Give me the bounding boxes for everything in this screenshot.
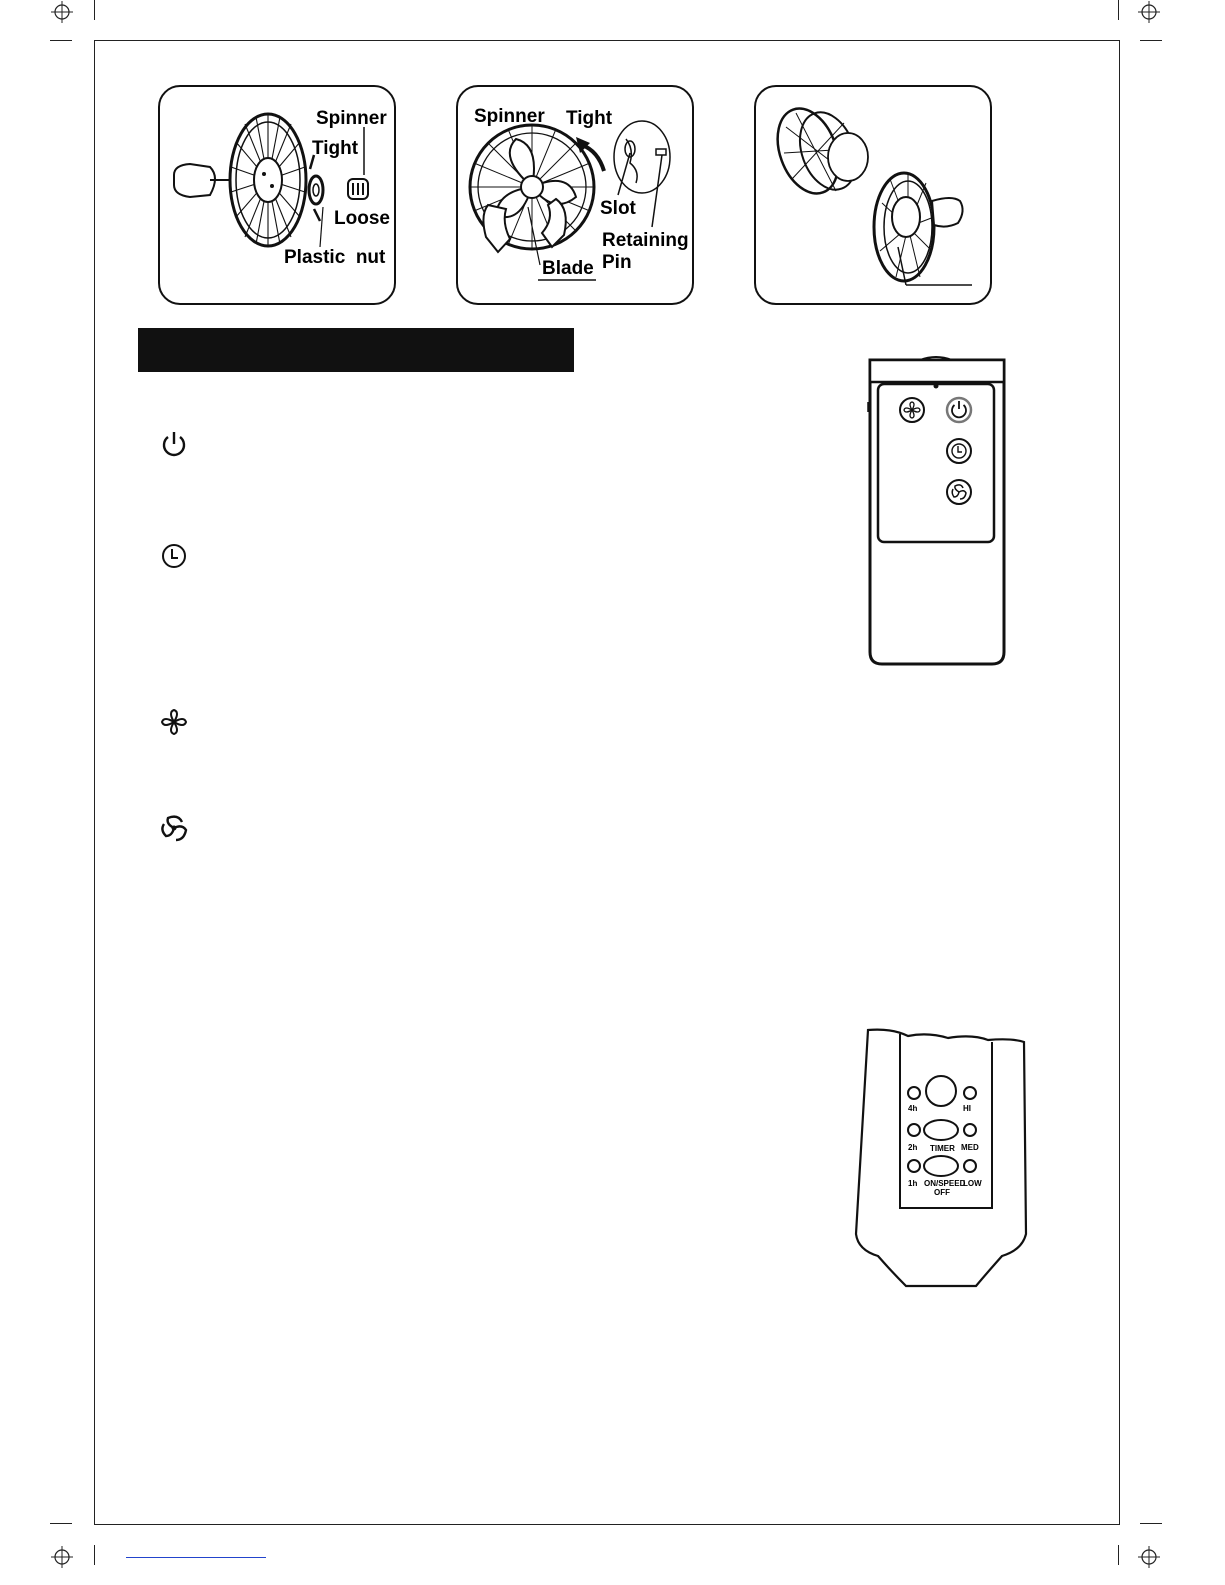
figure-panel-fan-head bbox=[754, 85, 992, 305]
label-retaining: Retaining bbox=[602, 230, 689, 251]
label-plastic-nut: Plastic nut bbox=[284, 247, 386, 268]
label-2h: 2h bbox=[908, 1143, 918, 1152]
remote-swirl-button[interactable] bbox=[945, 478, 973, 506]
crop-mark bbox=[1118, 0, 1119, 20]
registration-mark-icon bbox=[1138, 1, 1160, 23]
crop-mark bbox=[1140, 40, 1162, 41]
remote-fan-speed-button[interactable] bbox=[898, 396, 926, 424]
label-1h: 1h bbox=[908, 1179, 918, 1188]
label-off: OFF bbox=[934, 1188, 950, 1197]
registration-mark-icon bbox=[1138, 1546, 1160, 1568]
label-spinner: Spinner bbox=[316, 108, 387, 129]
timer-icon bbox=[158, 540, 190, 572]
label-loose: Loose bbox=[334, 208, 390, 229]
label-med: MED bbox=[961, 1143, 979, 1152]
footer-link[interactable] bbox=[126, 1556, 266, 1558]
crop-mark bbox=[1140, 1523, 1162, 1524]
figure-panel-spinner-removal bbox=[158, 85, 396, 305]
fan-speed-icon bbox=[158, 706, 190, 738]
label-timer: TIMER bbox=[930, 1144, 955, 1153]
label-pin: Pin bbox=[602, 252, 632, 273]
label-on-speed: ON/SPEED bbox=[924, 1179, 966, 1188]
remote-timer-button[interactable] bbox=[945, 437, 973, 465]
registration-mark-icon bbox=[51, 1, 73, 23]
label-low: LOW bbox=[963, 1179, 982, 1188]
crop-mark bbox=[50, 1523, 72, 1524]
fan-head-illustration bbox=[756, 87, 990, 303]
power-icon bbox=[158, 428, 190, 460]
crop-mark bbox=[94, 0, 95, 20]
crop-mark bbox=[50, 40, 72, 41]
fan-control-panel bbox=[852, 1024, 1032, 1290]
remote-control bbox=[860, 352, 1012, 670]
crop-mark bbox=[94, 1545, 95, 1565]
label-tight: Tight bbox=[566, 108, 613, 129]
registration-mark-icon bbox=[51, 1546, 73, 1568]
remote-power-button[interactable] bbox=[945, 396, 973, 424]
label-spinner: Spinner bbox=[474, 106, 545, 127]
crop-mark bbox=[1118, 1545, 1119, 1565]
swirl-mode-icon bbox=[158, 812, 190, 844]
label-tight: Tight bbox=[312, 138, 359, 159]
label-blade: Blade bbox=[542, 258, 594, 279]
label-slot: Slot bbox=[600, 198, 636, 219]
figure-panel-blade-installation bbox=[456, 85, 694, 305]
label-hi: HI bbox=[963, 1104, 971, 1113]
section-header-bar bbox=[138, 328, 574, 372]
label-4h: 4h bbox=[908, 1104, 918, 1113]
